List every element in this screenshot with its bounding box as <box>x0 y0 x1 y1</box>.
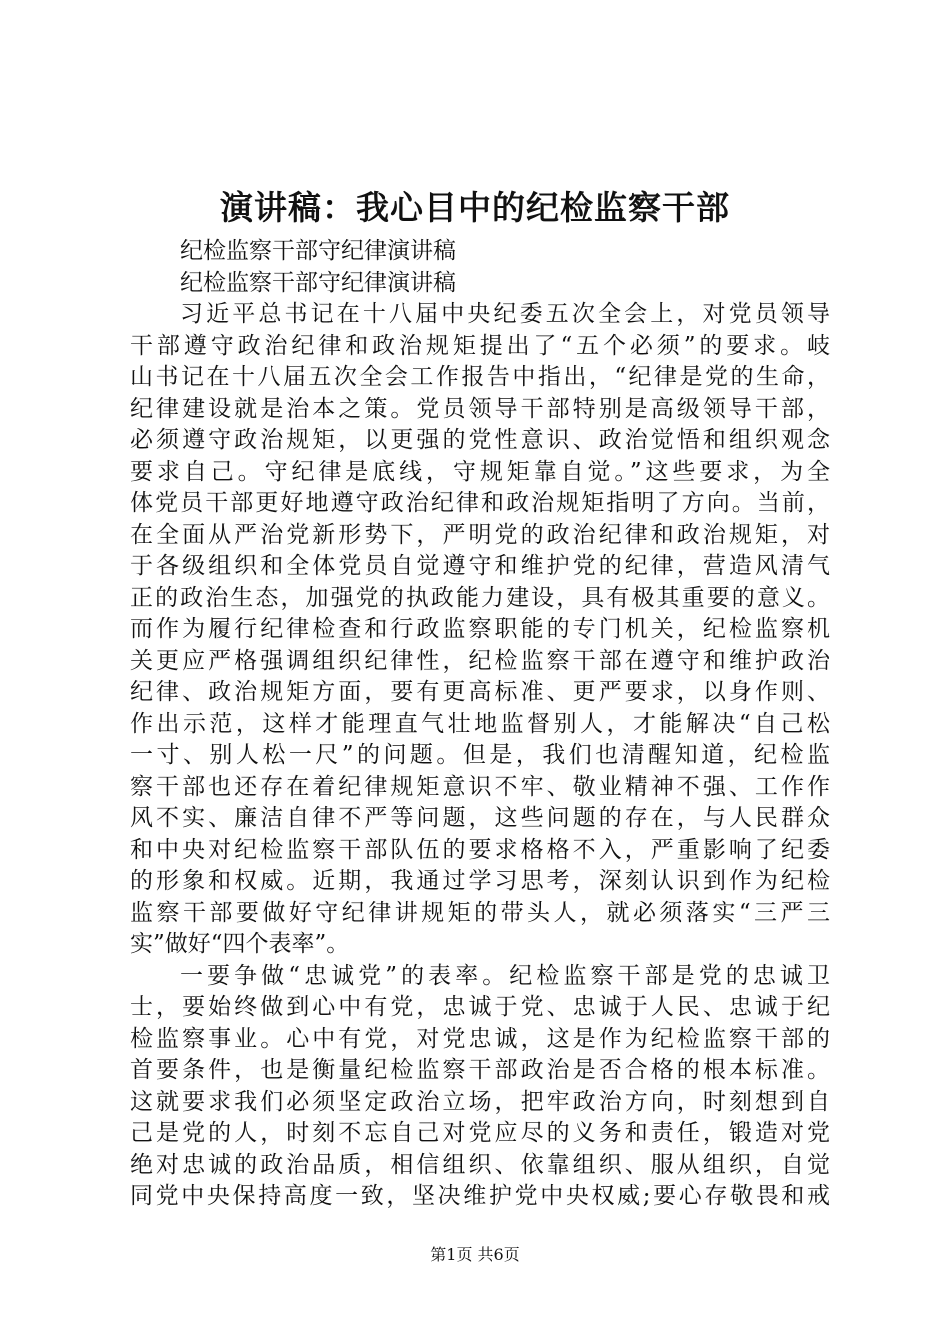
document-title: 演讲稿：我心目中的纪检监察干部 <box>220 188 730 227</box>
paragraph-1-line: 监察干部要做好守纪律讲规矩的带头人，就必须落实“三严三 <box>130 899 830 926</box>
paragraph-2-line: 检监察事业。心中有党，对党忠诚，这是作为纪检监察干部的 <box>130 1025 830 1052</box>
paragraph-1-line: 纪律建设就是治本之策。党员领导干部特别是高级领导干部， <box>130 395 830 422</box>
paragraph-1-line: 纪律、政治规矩方面，要有更高标准、更严要求，以身作则、 <box>130 679 830 705</box>
subtitle-line: 纪检监察干部守纪律演讲稿 <box>180 269 456 296</box>
paragraph-1-line: 作出示范，这样才能理直气壮地监督别人，才能解决“自己松 <box>130 710 830 737</box>
paragraph-1-line: 习近平总书记在十八届中央纪委五次全会上，对党员领导 <box>180 301 830 327</box>
paragraph-2-line: 这就要求我们必须坚定政治立场，把牢政治方向，时刻想到自 <box>130 1088 830 1115</box>
paragraph-1-line: 体党员干部更好地遵守政治纪律和政治规矩指明了方向。当前， <box>130 490 830 516</box>
paragraph-1-line: 在全面从严治党新形势下，严明党的政治纪律和政治规矩，对 <box>130 521 830 548</box>
paragraph-2-line: 同党中央保持高度一致，坚决维护党中央权威;要心存敬畏和戒 <box>130 1183 830 1209</box>
paragraph-1-line: 关更应严格强调组织纪律性，纪检监察干部在遵守和维护政治 <box>130 647 830 674</box>
paragraph-2-line: 士，要始终做到心中有党，忠诚于党、忠诚于人民、忠诚于纪 <box>130 994 830 1020</box>
paragraph-1-line: 实”做好“四个表率”。 <box>130 931 350 957</box>
paragraph-2-line: 首要条件，也是衡量纪检监察干部政治是否合格的根本标准。 <box>130 1057 830 1083</box>
paragraph-1-line: 正的政治生态，加强党的执政能力建设，具有极其重要的意义。 <box>130 584 830 611</box>
paragraph-2-line: 绝对忠诚的政治品质，相信组织、依靠组织、服从组织，自觉 <box>130 1151 830 1178</box>
page-footer: 第1页 共6页 <box>430 1245 520 1264</box>
subtitle-line: 纪检监察干部守纪律演讲稿 <box>180 238 456 264</box>
paragraph-2-line: 己是党的人，时刻不忘自己对党应尽的义务和责任，锻造对党 <box>130 1120 830 1146</box>
paragraph-1-line: 要求自己。守纪律是底线，守规矩靠自觉。”这些要求，为全 <box>130 458 830 485</box>
paragraph-1-line: 察干部也还存在着纪律规矩意识不牢、敬业精神不强、工作作 <box>130 773 830 800</box>
paragraph-1-line: 一寸、别人松一尺”的问题。但是，我们也清醒知道，纪检监 <box>130 742 830 768</box>
paragraph-1-line: 干部遵守政治纪律和政治规矩提出了“五个必须”的要求。岐 <box>130 332 830 359</box>
paragraph-1-line: 而作为履行纪律检查和行政监察职能的专门机关，纪检监察机 <box>130 616 830 642</box>
document-body <box>130 236 830 1213</box>
paragraph-2-line: 一要争做“忠诚党”的表率。纪检监察干部是党的忠诚卫 <box>180 962 830 989</box>
paragraph-1-line: 的形象和权威。近期，我通过学习思考，深刻认识到作为纪检 <box>130 868 830 894</box>
paragraph-1-line: 风不实、廉洁自律不严等问题，这些问题的存在，与人民群众 <box>130 805 830 831</box>
paragraph-1-line: 于各级组织和全体党员自觉遵守和维护党的纪律，营造风清气 <box>130 553 830 579</box>
paragraph-1-line: 必须遵守政治规矩，以更强的党性意识、政治觉悟和组织观念 <box>130 427 830 453</box>
paragraph-1-line: 山书记在十八届五次全会工作报告中指出，“纪律是党的生命， <box>130 364 830 390</box>
paragraph-1-line: 和中央对纪检监察干部队伍的要求格格不入，严重影响了纪委 <box>130 836 830 863</box>
